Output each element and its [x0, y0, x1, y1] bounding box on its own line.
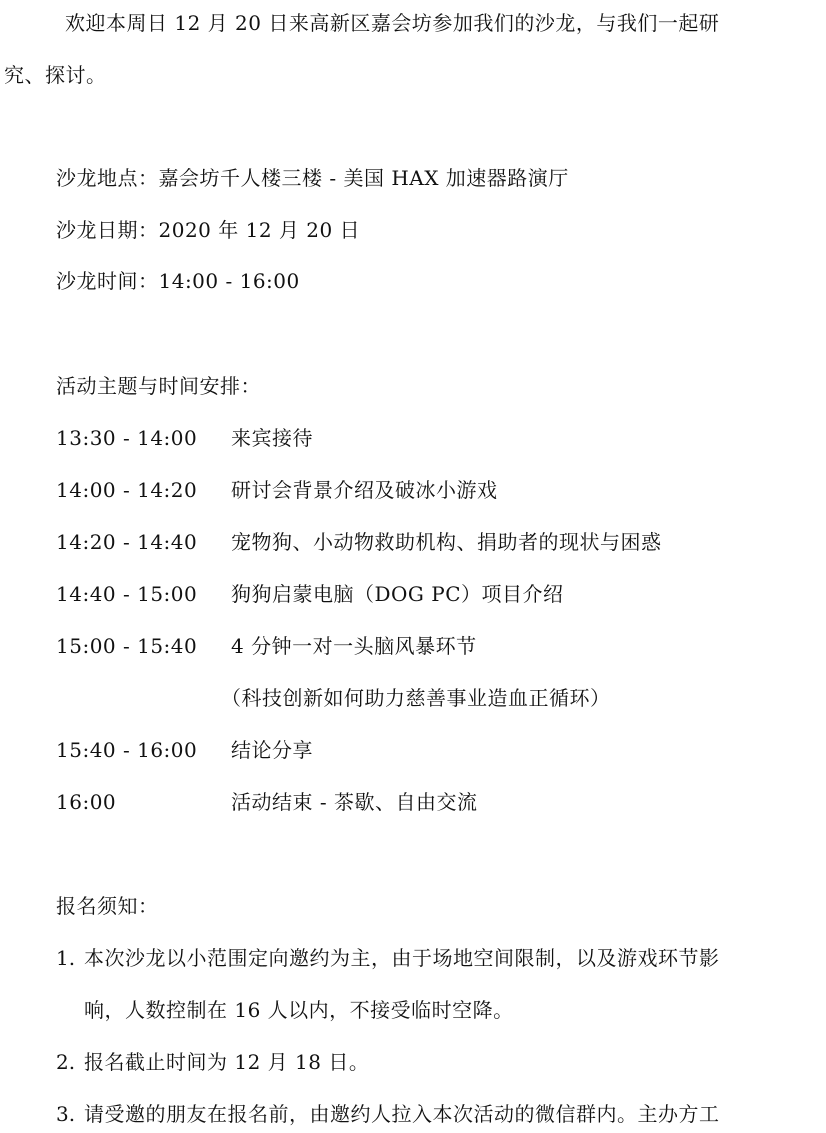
schedule-title: 宠物狗、小动物救助机构、捐助者的现状与困惑: [231, 530, 662, 554]
schedule-title: 研讨会背景介绍及破冰小游戏: [231, 478, 498, 502]
salon-location: 沙龙地点：嘉会坊千人楼三楼 - 美国 HAX 加速器路演厅: [56, 166, 569, 190]
registration-item-text: 本次沙龙以小范围定向邀约为主，由于场地空间限制，以及游戏环节影: [84, 946, 720, 970]
intro-line-1: 欢迎本周日 12 月 20 日来高新区嘉会坊参加我们的沙龙，与我们一起研: [65, 11, 720, 35]
salon-date: 沙龙日期：2020 年 12 月 20 日: [56, 218, 361, 242]
schedule-time: 14:00 - 14:20: [56, 478, 198, 502]
registration-heading: 报名须知：: [56, 894, 159, 918]
registration-item-number: 1.: [56, 946, 76, 970]
schedule-time: 14:40 - 15:00: [56, 582, 198, 606]
schedule-title: （科技创新如何助力慈善事业造血正循环）: [221, 686, 611, 710]
registration-item-number: 3.: [56, 1102, 76, 1126]
registration-item-number: 2.: [56, 1050, 76, 1074]
schedule-time: 14:20 - 14:40: [56, 530, 198, 554]
schedule-time: 15:00 - 15:40: [56, 634, 198, 658]
schedule-title: 活动结束 - 茶歇、自由交流: [231, 790, 478, 814]
schedule-title: 4 分钟一对一头脑风暴环节: [231, 634, 477, 658]
registration-item-text: 报名截止时间为 12 月 18 日。: [84, 1050, 370, 1074]
intro-line-2: 究、探讨。: [4, 63, 107, 87]
salon-time: 沙龙时间：14:00 - 16:00: [56, 269, 300, 293]
schedule-time: 16:00: [56, 790, 117, 814]
registration-item-text: 响，人数控制在 16 人以内，不接受临时空降。: [84, 998, 514, 1022]
schedule-title: 结论分享: [231, 738, 313, 762]
schedule-heading: 活动主题与时间安排：: [56, 374, 261, 398]
registration-item-text: 请受邀的朋友在报名前，由邀约人拉入本次活动的微信群内。主办方工: [84, 1102, 720, 1126]
schedule-title: 来宾接待: [231, 426, 313, 450]
schedule-time: 13:30 - 14:00: [56, 426, 198, 450]
schedule-title: 狗狗启蒙电脑（DOG PC）项目介绍: [231, 582, 564, 606]
schedule-time: 15:40 - 16:00: [56, 738, 198, 762]
